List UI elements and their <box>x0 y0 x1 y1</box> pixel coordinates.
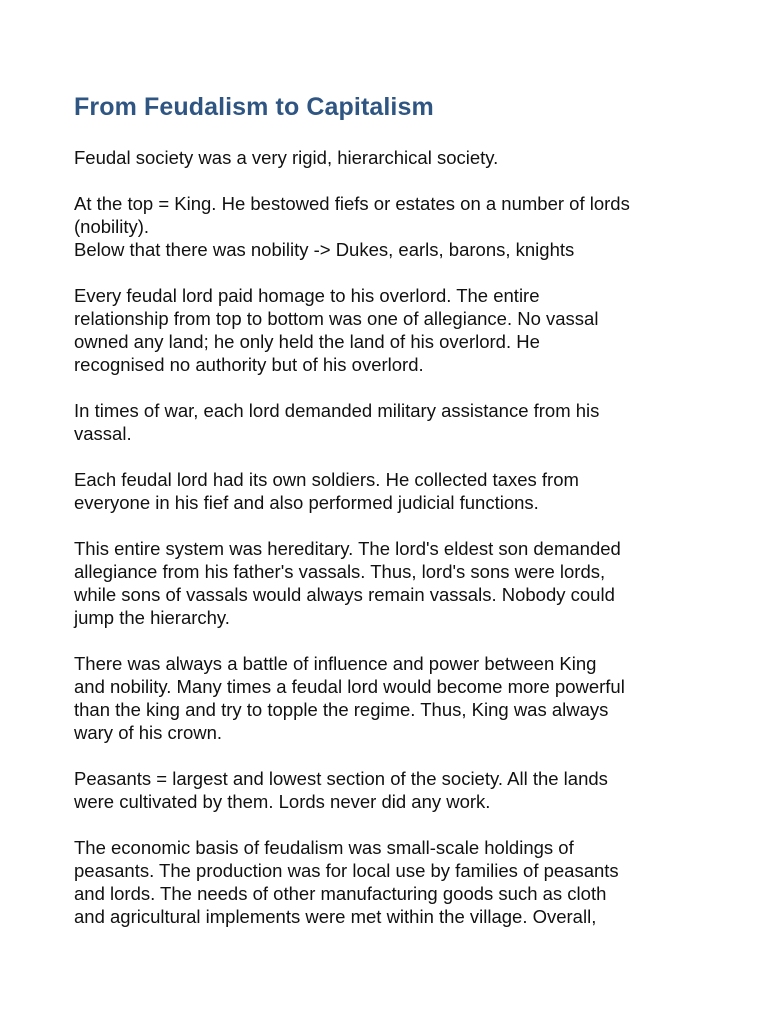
paragraph-gap <box>74 376 734 399</box>
text-line: Each feudal lord had its own soldiers. He collected taxes from <box>74 469 579 490</box>
paragraph-gap <box>74 445 734 468</box>
text-line: and agricultural implements were met within the village. Overall, <box>74 906 597 927</box>
text-line: At the top = King. He bestowed fiefs or estates on a number of lords <box>74 193 630 214</box>
text-line: Feudal society was a very rigid, hierarchical society. <box>74 147 499 168</box>
text-line: vassal. <box>74 423 132 444</box>
text-line: Peasants = largest and lowest section of the society. All the lands <box>74 768 608 789</box>
text-line: and lords. The needs of other manufacturing goods such as cloth <box>74 883 607 904</box>
paragraph <box>74 146 734 169</box>
paragraph <box>74 836 734 928</box>
paragraph <box>74 192 734 261</box>
text-line: jump the hierarchy. <box>74 607 230 628</box>
paragraph <box>74 284 734 376</box>
text-line: wary of his crown. <box>74 722 223 743</box>
paragraph-gap <box>74 813 734 836</box>
text-line: There was always a battle of influence and power between King <box>74 653 597 674</box>
text-line: were cultivated by them. Lords never did any work. <box>74 791 491 812</box>
text-line: relationship from top to bottom was one of allegiance. No vassal <box>74 308 599 329</box>
paragraph-gap <box>74 629 734 652</box>
text-line: This entire system was hereditary. The lord's eldest son demanded <box>74 538 621 559</box>
text-line: recognised no authority but of his overlord. <box>74 354 424 375</box>
paragraph-gap <box>74 514 734 537</box>
paragraph-gap <box>74 744 734 767</box>
text-line: In times of war, each lord demanded military assistance from his <box>74 400 600 421</box>
text-line: (nobility). <box>74 216 150 237</box>
text-line: owned any land; he only held the land of his overlord. He <box>74 331 540 352</box>
paragraph-gap <box>74 261 734 284</box>
text-line: Every feudal lord paid homage to his overlord. The entire <box>74 285 540 306</box>
text-line: and nobility. Many times a feudal lord would become more powerful <box>74 676 625 697</box>
paragraph <box>74 652 734 744</box>
document-body <box>74 146 734 928</box>
text-line: allegiance from his father's vassals. Thus, lord's sons were lords, <box>74 561 606 582</box>
text-line: peasants. The production was for local use by families of peasants <box>74 860 619 881</box>
text-line: Below that there was nobility -> Dukes, earls, barons, knights <box>74 239 575 260</box>
text-line: while sons of vassals would always remain vassals. Nobody could <box>74 584 615 605</box>
paragraph-gap <box>74 169 734 192</box>
paragraph <box>74 767 734 813</box>
paragraph <box>74 399 734 445</box>
document-title: From Feudalism to Capitalism <box>74 93 434 121</box>
paragraph <box>74 537 734 629</box>
text-line: everyone in his fief and also performed judicial functions. <box>74 492 539 513</box>
text-line: The economic basis of feudalism was small-scale holdings of <box>74 837 574 858</box>
paragraph <box>74 468 734 514</box>
text-line: than the king and try to topple the regime. Thus, King was always <box>74 699 609 720</box>
